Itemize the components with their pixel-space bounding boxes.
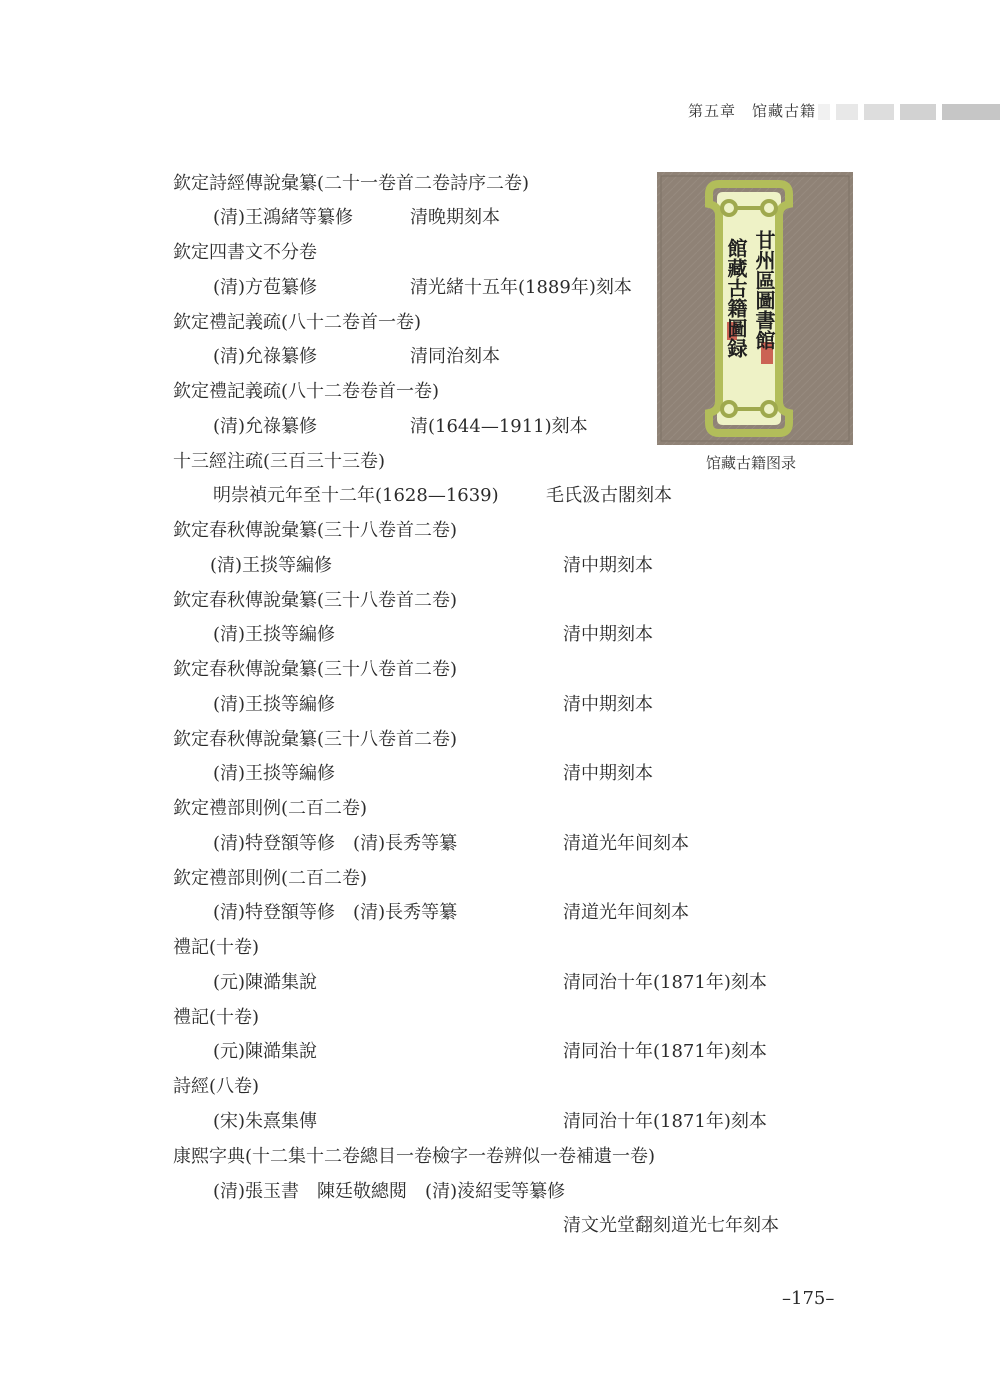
header-bar	[900, 104, 936, 120]
entry-title: 欽定禮記義疏(八十二卷卷首一卷)	[173, 381, 440, 402]
entry-title: 禮記(十卷)	[173, 1007, 260, 1028]
entry-edition: 毛氏汲古閣刻本	[546, 485, 672, 506]
entry-edition: 清中期刻本	[563, 694, 653, 715]
entry-author: (清)王掞等編修	[213, 624, 336, 645]
entry-title: 康熙字典(十二集十二卷總目一卷檢字一卷辨似一卷補遺一卷)	[173, 1146, 656, 1167]
header-bar	[864, 104, 894, 120]
entry-title: 欽定春秋傳說彙纂(三十八卷首二卷)	[173, 590, 458, 611]
entry-edition: 清同治刻本	[410, 346, 500, 367]
entry-title: 欽定四書文不分卷	[173, 242, 317, 263]
entry-edition: 清文光堂翻刻道光七年刻本	[563, 1215, 779, 1236]
entry-title: 欽定春秋傳說彙纂(三十八卷首二卷)	[173, 659, 458, 680]
entry-edition: 清晚期刻本	[410, 207, 500, 228]
entry-detail	[0, 623, 1000, 647]
entry-author: (清)允祿纂修	[213, 416, 318, 437]
entry-author: (宋)朱熹集傳	[213, 1111, 318, 1132]
entry-author: (清)王掞等編修	[210, 555, 333, 576]
entry-edition: 清同治十年(1871年)刻本	[563, 1041, 767, 1062]
entry-edition: 清道光年间刻本	[563, 833, 689, 854]
page-number: –175–	[782, 1288, 835, 1309]
entry-detail	[0, 762, 1000, 786]
entry-detail	[0, 1110, 1000, 1134]
entry-detail	[0, 484, 1000, 508]
entry-edition: 清中期刻本	[563, 555, 653, 576]
entry-author: 明崇禎元年至十二年(1628—1639)	[213, 485, 499, 506]
cover-title-left: 館藏古籍圖録	[724, 238, 748, 358]
entry-detail	[0, 901, 1000, 925]
entry-edition: 清(1644—1911)刻本	[410, 416, 588, 437]
entry-edition: 清光緒十五年(1889年)刻本	[410, 277, 632, 298]
entry-author: (清)張玉書 陳廷敬總閱 (清)淩紹雯等纂修	[213, 1181, 566, 1202]
entry-title: 詩經(八卷)	[173, 1076, 260, 1097]
entry-detail	[0, 1040, 1000, 1064]
entry-title: 欽定禮部則例(二百二卷)	[173, 868, 368, 889]
entry-title: 禮記(十卷)	[173, 937, 260, 958]
entry-title: 欽定春秋傳說彙纂(三十八卷首二卷)	[173, 520, 458, 541]
entry-edition: 清道光年间刻本	[563, 902, 689, 923]
header-bar	[836, 104, 858, 120]
entry-author: (元)陳澔集說	[213, 1041, 318, 1062]
cover-title-right: 甘州區圖書館	[752, 230, 776, 350]
entry-edition: 清中期刻本	[563, 624, 653, 645]
chapter-header: 第五章 馆藏古籍	[688, 102, 817, 120]
entry-author: (清)王掞等編修	[213, 694, 336, 715]
header-bar	[818, 104, 830, 120]
entry-title: 欽定禮部則例(二百二卷)	[173, 798, 368, 819]
entry-author: (清)特登額等修 (清)長秀等纂	[213, 833, 458, 854]
entry-title: 欽定詩經傳說彙纂(二十一卷首二卷詩序二卷)	[173, 173, 530, 194]
entry-title: 十三經注疏(三百三十三卷)	[173, 451, 386, 472]
entry-edition: 清中期刻本	[563, 763, 653, 784]
entry-author: (元)陳澔集說	[213, 972, 318, 993]
figure-caption: 馆藏古籍图录	[706, 454, 797, 472]
entry-author: (清)王鴻緒等纂修	[213, 207, 354, 228]
entry-title: 欽定春秋傳說彙纂(三十八卷首二卷)	[173, 729, 458, 750]
header-bar	[942, 104, 1000, 120]
entry-detail	[0, 971, 1000, 995]
entry-title: 欽定禮記義疏(八十二卷首一卷)	[173, 312, 422, 333]
entry-edition: 清同治十年(1871年)刻本	[563, 1111, 767, 1132]
entry-edition: 清同治十年(1871年)刻本	[563, 972, 767, 993]
entry-author: (清)王掞等編修	[213, 763, 336, 784]
entry-detail	[0, 693, 1000, 717]
book-cover-image	[657, 172, 853, 445]
entry-author: (清)允祿纂修	[213, 346, 318, 367]
entry-detail	[0, 832, 1000, 856]
entry-author: (清)方苞纂修	[213, 277, 318, 298]
entry-detail	[0, 554, 1000, 578]
entry-author: (清)特登額等修 (清)長秀等纂	[213, 902, 458, 923]
